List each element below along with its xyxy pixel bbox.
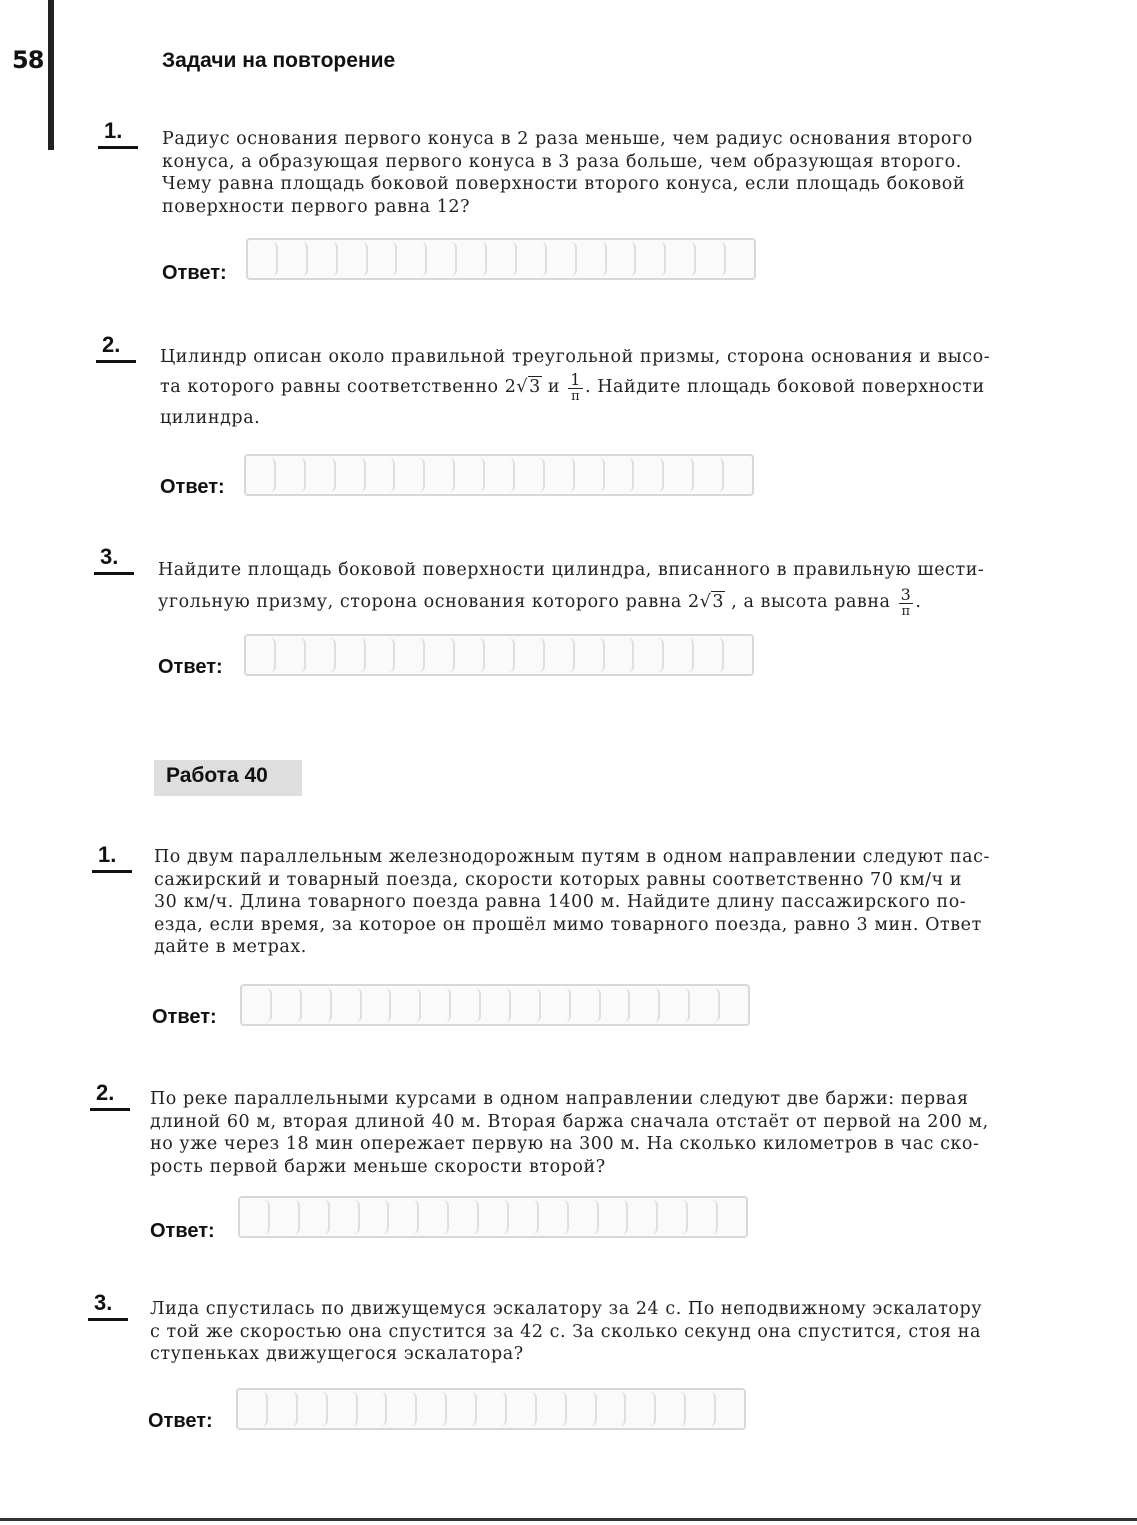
answer-cell bbox=[328, 1392, 358, 1426]
text-line bbox=[160, 372, 1078, 403]
sqrt: √3 bbox=[699, 592, 725, 612]
answer-cell bbox=[605, 638, 635, 672]
answer-cell bbox=[597, 1392, 627, 1426]
fraction bbox=[899, 587, 914, 618]
answer-cell bbox=[626, 1392, 656, 1426]
answer-cell bbox=[368, 242, 398, 276]
radicand: 3 bbox=[712, 592, 725, 612]
numerator: 1 bbox=[570, 370, 581, 389]
answer-cell bbox=[537, 1392, 567, 1426]
answer-cell bbox=[571, 988, 601, 1022]
text-span: та которого равны соответственно 2 bbox=[160, 377, 517, 397]
answer-cell bbox=[276, 638, 306, 672]
answer-input[interactable] bbox=[238, 1196, 748, 1238]
answer-label: Ответ: bbox=[158, 656, 223, 678]
numerator: 3 bbox=[900, 585, 912, 604]
answer-cell bbox=[336, 638, 366, 672]
answer-cell bbox=[656, 1392, 686, 1426]
answer-cell bbox=[360, 1200, 390, 1234]
problem-number: 2. bbox=[96, 332, 136, 363]
answer-cell bbox=[634, 638, 664, 672]
text-line: По реке параллельными курсами в одном направлении следуют две баржи: первая bbox=[150, 1089, 969, 1109]
answer-cell bbox=[479, 1200, 509, 1234]
answer-cell bbox=[272, 988, 302, 1022]
answer-cell bbox=[607, 242, 637, 276]
answer-cell bbox=[545, 638, 575, 672]
denominator: π bbox=[901, 604, 911, 619]
answer-cell bbox=[387, 1392, 417, 1426]
answer-cell bbox=[547, 242, 577, 276]
text-line: Чему равна площадь боковой поверхности второго конуса, если площадь боковой bbox=[162, 174, 966, 194]
text-line: ступеньках движущегося эскалатора? bbox=[150, 1344, 524, 1364]
answer-cell bbox=[599, 1200, 629, 1234]
answer-cell bbox=[278, 242, 308, 276]
answer-cell bbox=[362, 988, 392, 1022]
answer-cell bbox=[240, 1200, 270, 1234]
answer-cell bbox=[358, 1392, 388, 1426]
text-span: и bbox=[541, 377, 567, 397]
answer-cell bbox=[545, 458, 575, 492]
answer-cell bbox=[449, 1200, 479, 1234]
answer-input[interactable] bbox=[236, 1388, 746, 1430]
answer-input[interactable] bbox=[240, 984, 750, 1026]
text-line: 30 км/ч. Длина товарного поезда равна 1400 м. Найдите длину пассажирского по- bbox=[154, 892, 967, 912]
answer-cell bbox=[517, 242, 547, 276]
text-line: Найдите площадь боковой поверхности цилиндра, вписанного в правильную шести- bbox=[158, 560, 985, 580]
text-line: По двум параллельным железнодорожным путям в одном направлении следуют пас- bbox=[154, 847, 990, 867]
text-line: рость первой баржи меньше скорости второй? bbox=[150, 1156, 606, 1177]
answer-cell bbox=[541, 988, 571, 1022]
answer-cell bbox=[485, 638, 515, 672]
answer-cell bbox=[481, 988, 511, 1022]
answer-cell bbox=[577, 242, 607, 276]
answer-cell bbox=[601, 988, 631, 1022]
answer-cell bbox=[720, 988, 748, 1022]
text-line: цилиндра. bbox=[160, 408, 261, 428]
answer-cell bbox=[421, 988, 451, 1022]
answer-cell bbox=[660, 988, 690, 1022]
answer-cell bbox=[507, 1392, 537, 1426]
text-line: длиной 60 м, вторая длиной 40 м. Вторая баржа сначала отстаёт от первой на 200 м, bbox=[150, 1111, 989, 1132]
answer-cell bbox=[630, 988, 660, 1022]
text-line: поверхности первого равна 12? bbox=[162, 196, 471, 217]
text-line: дайте в метрах. bbox=[154, 937, 307, 957]
problem-text bbox=[160, 342, 1078, 433]
answer-cell bbox=[427, 242, 457, 276]
answer-cell bbox=[575, 638, 605, 672]
answer-cell bbox=[298, 1392, 328, 1426]
answer-cell bbox=[306, 638, 336, 672]
answer-cell bbox=[302, 988, 332, 1022]
answer-cell bbox=[248, 242, 278, 276]
problem-text bbox=[154, 846, 1072, 959]
answer-cell bbox=[575, 458, 605, 492]
answer-cell bbox=[300, 1200, 330, 1234]
answer-cell bbox=[694, 458, 724, 492]
answer-cell bbox=[246, 458, 276, 492]
answer-cell bbox=[716, 1392, 744, 1426]
answer-cell bbox=[664, 638, 694, 672]
answer-cell bbox=[724, 458, 752, 492]
answer-cell bbox=[455, 638, 485, 672]
answer-cell bbox=[515, 638, 545, 672]
problem-number: 2. bbox=[90, 1080, 130, 1111]
text-line: конуса, а образующая первого конуса в 3 раза больше, чем образующая второго. bbox=[162, 151, 962, 172]
answer-cell bbox=[658, 1200, 688, 1234]
problem-number: 3. bbox=[94, 544, 134, 575]
answer-cell bbox=[696, 242, 726, 276]
answer-cell bbox=[336, 458, 366, 492]
answer-cell bbox=[395, 638, 425, 672]
answer-cell bbox=[515, 458, 545, 492]
answer-cell bbox=[664, 458, 694, 492]
answer-cell bbox=[238, 1392, 268, 1426]
answer-cell bbox=[688, 1200, 718, 1234]
radicand: 3 bbox=[529, 377, 541, 397]
answer-cell bbox=[397, 242, 427, 276]
answer-cell bbox=[569, 1200, 599, 1234]
answer-cell bbox=[276, 458, 306, 492]
answer-cell bbox=[634, 458, 664, 492]
answer-cell bbox=[308, 242, 338, 276]
text-line: езда, если время, за которое он прошёл мимо товарного поезда, равно 3 мин. Ответ bbox=[154, 914, 982, 935]
answer-cell bbox=[268, 1392, 298, 1426]
answer-cell bbox=[605, 458, 635, 492]
margin-bar bbox=[48, 0, 54, 150]
text-span: угольную призму, сторона основания которого равна 2 bbox=[158, 592, 700, 612]
answer-cell bbox=[726, 242, 754, 276]
work-badge: Работа 40 bbox=[154, 760, 302, 796]
answer-input[interactable] bbox=[244, 634, 754, 676]
bottom-rule bbox=[0, 1518, 1137, 1521]
answer-cell bbox=[539, 1200, 569, 1234]
answer-cell bbox=[451, 988, 481, 1022]
answer-cell bbox=[419, 1200, 449, 1234]
text-line bbox=[158, 586, 1076, 618]
answer-cell bbox=[306, 458, 336, 492]
answer-cell bbox=[425, 458, 455, 492]
text-line: Лида спустилась по движущемуся эскалатору за 24 с. По неподвижному эскалатору bbox=[150, 1299, 983, 1319]
answer-cell bbox=[447, 1392, 477, 1426]
answer-cell bbox=[332, 988, 362, 1022]
text-line: с той же скоростью она спустится за 42 с. За сколько секунд она спустится, стоя на bbox=[150, 1321, 981, 1342]
page-number: 58 bbox=[12, 46, 44, 74]
answer-cell bbox=[666, 242, 696, 276]
problem-text bbox=[150, 1298, 1068, 1366]
section-title: Задачи на повторение bbox=[162, 49, 396, 72]
answer-cell bbox=[417, 1392, 447, 1426]
answer-cell bbox=[487, 242, 517, 276]
answer-cell bbox=[366, 638, 396, 672]
answer-cell bbox=[718, 1200, 746, 1234]
text-line: Радиус основания первого конуса в 2 раза меньше, чем радиус основания второго bbox=[162, 129, 973, 149]
answer-cell bbox=[395, 458, 425, 492]
answer-cell bbox=[686, 1392, 716, 1426]
text-span: . bbox=[915, 592, 922, 612]
answer-label: Ответ: bbox=[150, 1220, 215, 1242]
answer-cell bbox=[636, 242, 666, 276]
fraction bbox=[568, 372, 583, 403]
answer-label: Ответ: bbox=[162, 262, 227, 284]
problem-number: 1. bbox=[98, 118, 138, 149]
problem-text bbox=[150, 1088, 1068, 1178]
sqrt: √3 bbox=[516, 377, 541, 397]
denominator: π bbox=[571, 389, 581, 404]
answer-cell bbox=[724, 638, 752, 672]
answer-cell bbox=[246, 638, 276, 672]
answer-cell bbox=[694, 638, 724, 672]
problem-number: 3. bbox=[88, 1290, 128, 1321]
answer-cell bbox=[391, 988, 421, 1022]
problem-text bbox=[158, 554, 1076, 618]
answer-cell bbox=[425, 638, 455, 672]
answer-input[interactable] bbox=[246, 238, 756, 280]
problem-number: 1. bbox=[92, 842, 132, 873]
answer-cell bbox=[330, 1200, 360, 1234]
text-line: сажирский и товарный поезда, скорости которых равны соответственно 70 км/ч и bbox=[154, 869, 963, 890]
answer-cell bbox=[455, 458, 485, 492]
text-span: . Найдите площадь боковой поверхности bbox=[585, 377, 985, 397]
answer-cell bbox=[389, 1200, 419, 1234]
answer-cell bbox=[628, 1200, 658, 1234]
answer-input[interactable] bbox=[244, 454, 754, 496]
answer-cell bbox=[477, 1392, 507, 1426]
answer-label: Ответ: bbox=[152, 1006, 217, 1028]
answer-cell bbox=[338, 242, 368, 276]
text-line: Цилиндр описан около правильной треугольной призмы, сторона основания и высо- bbox=[160, 347, 991, 367]
text-line: но уже через 18 мин опережает первую на 300 м. На сколько километров в час ско- bbox=[150, 1134, 980, 1154]
answer-cell bbox=[242, 988, 272, 1022]
answer-cell bbox=[366, 458, 396, 492]
problem-text bbox=[162, 128, 1078, 218]
answer-label: Ответ: bbox=[160, 476, 225, 498]
answer-cell bbox=[690, 988, 720, 1022]
text-span: , а высота равна bbox=[725, 592, 897, 612]
answer-cell bbox=[509, 1200, 539, 1234]
answer-cell bbox=[457, 242, 487, 276]
answer-label: Ответ: bbox=[148, 1410, 213, 1432]
answer-cell bbox=[485, 458, 515, 492]
answer-cell bbox=[511, 988, 541, 1022]
answer-cell bbox=[270, 1200, 300, 1234]
answer-cell bbox=[567, 1392, 597, 1426]
